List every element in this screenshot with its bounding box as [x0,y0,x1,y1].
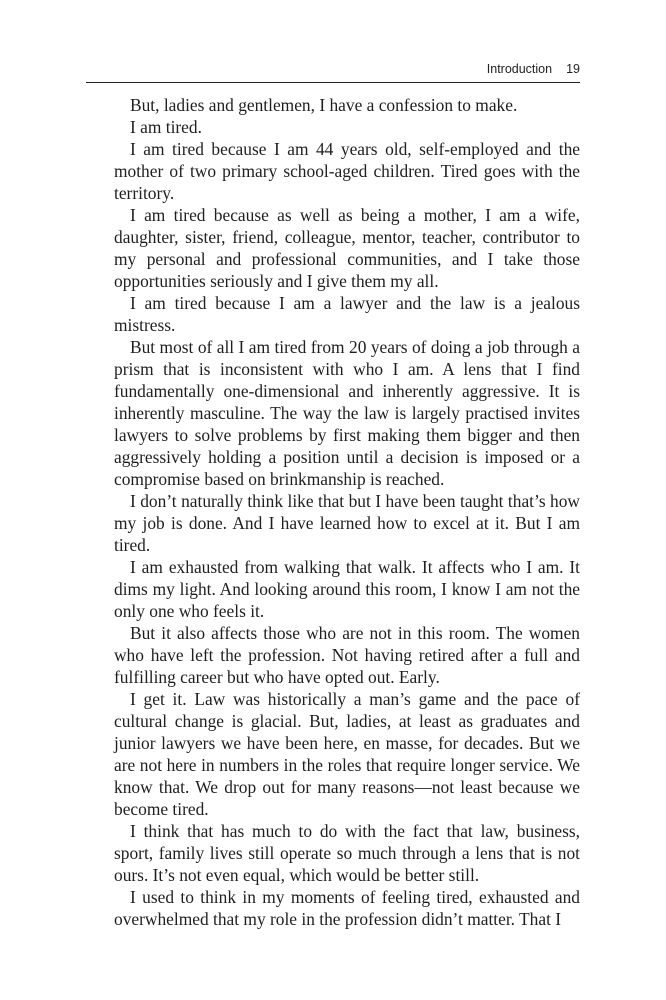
paragraph: I used to think in my moments of feeling tired, exhausted and overwhelmed that my role in the profession didn’t matter. That I [114,887,580,929]
running-head [86,62,580,76]
paragraph: I am tired because I am a lawyer and the law is a jealous mistress. [114,293,580,335]
page-number: 19 [566,62,580,76]
paragraph: I am tired because as well as being a mother, I am a wife, daughter, sister, friend, colleague, mentor, teacher, contributor to my personal and professional communities, and I take those opportunities seriously and I give them my all. [114,205,580,291]
paragraph: I am exhausted from walking that walk. It affects who I am. It dims my light. And looking around this room, I know I am not the only one who feels it. [114,557,580,621]
paragraph: But it also affects those who are not in this room. The women who have left the profession. Not having retired after a full and fulfilling career but who have opted out. Early. [114,623,580,687]
paragraph: I am tired because I am 44 years old, self-employed and the mother of two primary school-aged children. Tired goes with the territory. [114,139,580,203]
paragraph: But, ladies and gentlemen, I have a confession to make. [130,95,518,115]
running-head-section: Introduction [486,62,553,76]
paragraph: But most of all I am tired from 20 years of doing a job through a prism that is inconsistent with who I am. A lens that I find fundamentally one-dimensional and inherently aggressive. It is inherently masculine. The way the law is largely practised invites lawyers to solve problems by first making them bigger and then aggressively holding a position until a decision is imposed or a compromise based on brinkmanship is reached. [114,337,580,489]
paragraph: I think that has much to do with the fact that law, business, sport, family lives still operate so much through a lens that is not ours. It’s not even equal, which would be better still. [114,821,580,885]
paragraph: I am tired. [130,117,202,137]
paragraph: I don’t naturally think like that but I have been taught that’s how my job is done. And I have learned how to excel at it. But I am tired. [114,491,580,555]
header-rule [86,82,580,83]
paragraph: I get it. Law was historically a man’s game and the pace of cultural change is glacial. But, ladies, at least as graduates and junior lawyers we have been here, en masse, for decades. But we are not here in numbers in the roles that require longer service. We know that. We drop out for many reasons—not least because we become tired. [114,689,580,819]
body-text [114,94,580,930]
